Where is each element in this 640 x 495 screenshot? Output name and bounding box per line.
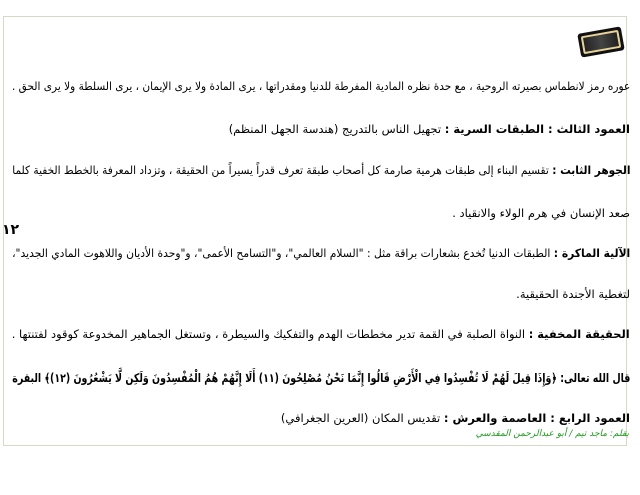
pillar4-line bbox=[281, 410, 630, 426]
essence-text-2: صعد الإنسان في هرم الولاء والانقياد . bbox=[452, 206, 630, 220]
mechanism-text-1: الطبقات الدنيا تُخدع بشعارات براقة مثل : "السلام العالمي"، و"التسامح الأعمى"، و"وحدة الأديان واللاهوت المادي الجديد"، bbox=[11, 246, 554, 260]
essence-text-1: تقسيم البناء إلى طبقات هرمية صارمة كل أصحاب طبقة تعرف قدراً يسيراً من الحقيقة ، وتزداد المعرفة بالخطط الخفية كلما bbox=[11, 163, 552, 177]
mechanism-text-2: لتغطية الأجندة الحقيقية. bbox=[516, 287, 630, 301]
paragraph-line bbox=[12, 78, 630, 94]
quran-verse-line bbox=[12, 370, 630, 386]
logo-emblem bbox=[581, 30, 622, 54]
hidden-truth-text: النواة الصلبة في القمة تدير مخططات الهدم والتفكيك والسيطرة ، وتستغل الجماهير المخدوعة كوقود لفتنتها . bbox=[12, 327, 530, 341]
mechanism-line-1 bbox=[12, 245, 630, 261]
essence-title: الجوهر الثابت : bbox=[551, 163, 630, 177]
quran-verse: قال الله تعالى: ﴿وَإِذَا قِيلَ لَهُمْ لَا تُفْسِدُوا فِي الْأَرْضِ قَالُوا إِنَّمَا نَحْنُ مُصْلِحُونَ (١١) أَلَا إِنَّهُمْ هُمُ الْمُفْسِدُونَ وَلَكِن لَّا يَشْعُرُونَ (١٢)﴾ البقرة bbox=[11, 371, 630, 385]
author-signature: بقلم: ماجد تيم / أبو عبدالرحمن المقدسي bbox=[475, 429, 629, 439]
pillar4-text: تقديس المكان (العرين الجغرافي) bbox=[280, 411, 444, 425]
pillar3-text: تجهيل الناس بالتدريج (هندسة الجهل المنظم) bbox=[228, 122, 445, 136]
hidden-truth-line bbox=[12, 326, 630, 342]
mechanism-line-2 bbox=[516, 286, 630, 302]
page-number: ١٢ bbox=[2, 222, 20, 238]
mechanism-title: الآلية الماكرة : bbox=[553, 246, 630, 260]
hidden-truth-title: الحقيقة المخفية : bbox=[529, 327, 630, 341]
essence-line-2 bbox=[452, 205, 630, 221]
essence-line-1 bbox=[12, 162, 630, 178]
pillar3-line bbox=[229, 121, 630, 137]
pillar3-title: العمود الثالث : الطبقات السرية : bbox=[444, 122, 630, 136]
pillar4-title: العمود الرابع : العاصمة والعرش : bbox=[443, 411, 630, 425]
paragraph-text: عوره رمز لانطماس بصيرته الروحية ، مع حدة نظره المادية المفرطة للدنيا ومقدراتها ، يرى المادة ولا يرى الإيمان ، يرى السلطة ولا يرى الحق . bbox=[11, 79, 630, 93]
